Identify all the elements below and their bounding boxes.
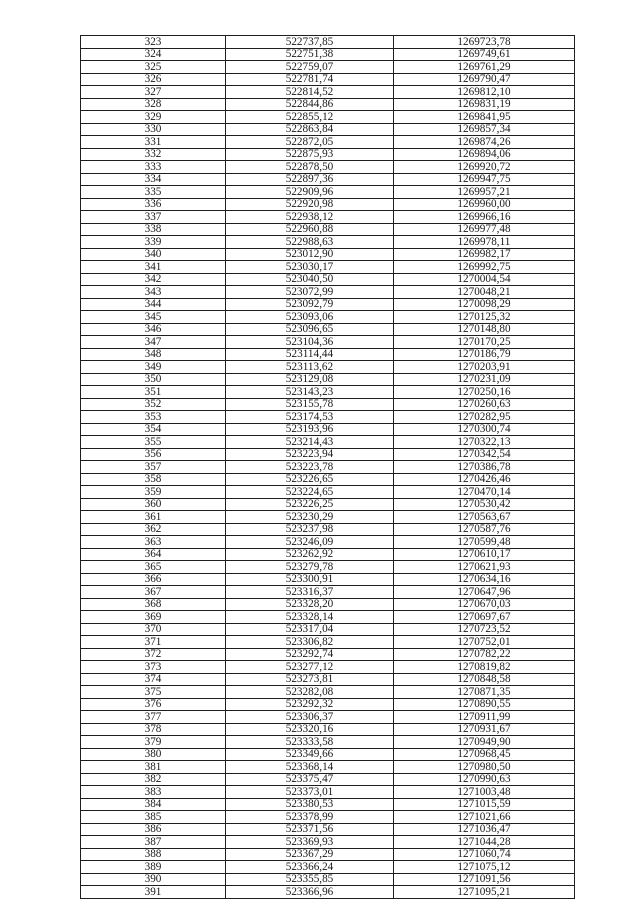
x-coordinate-cell: 523292,74 (226, 648, 394, 661)
y-coordinate-cell: 1270250,16 (394, 386, 575, 399)
y-coordinate-cell: 1269966,16 (394, 211, 575, 224)
x-coordinate-cell: 522960,88 (226, 223, 394, 236)
table-row (81, 548, 575, 561)
point-number-cell: 341 (81, 261, 226, 274)
x-coordinate-cell: 523030,17 (226, 261, 394, 274)
table-row (81, 698, 575, 711)
y-coordinate-cell: 1270871,35 (394, 686, 575, 699)
y-coordinate-cell: 1270004,54 (394, 273, 575, 286)
point-number-cell: 356 (81, 448, 226, 461)
point-number-cell: 354 (81, 423, 226, 436)
table-row (81, 636, 575, 649)
table-row (81, 73, 575, 86)
point-number-cell: 355 (81, 436, 226, 449)
point-number-cell: 358 (81, 473, 226, 486)
y-coordinate-cell: 1269957,21 (394, 186, 575, 199)
x-coordinate-cell: 523355,85 (226, 873, 394, 886)
y-coordinate-cell: 1270260,63 (394, 398, 575, 411)
table-row (81, 348, 575, 361)
x-coordinate-cell: 522863,84 (226, 123, 394, 136)
point-number-cell: 348 (81, 348, 226, 361)
y-coordinate-cell: 1269920,72 (394, 161, 575, 174)
point-number-cell: 336 (81, 198, 226, 211)
x-coordinate-cell: 523096,65 (226, 323, 394, 336)
table-row (81, 336, 575, 349)
point-number-cell: 332 (81, 148, 226, 161)
y-coordinate-cell: 1270931,67 (394, 723, 575, 736)
point-number-cell: 342 (81, 273, 226, 286)
y-coordinate-cell: 1269761,29 (394, 61, 575, 74)
y-coordinate-cell: 1269723,78 (394, 36, 575, 49)
point-number-cell: 381 (81, 761, 226, 774)
table-row (81, 123, 575, 136)
table-row (81, 748, 575, 761)
x-coordinate-cell: 523369,93 (226, 836, 394, 849)
point-number-cell: 359 (81, 486, 226, 499)
y-coordinate-cell: 1270231,09 (394, 373, 575, 386)
point-number-cell: 390 (81, 873, 226, 886)
point-number-cell: 377 (81, 711, 226, 724)
x-coordinate-cell: 523317,04 (226, 623, 394, 636)
y-coordinate-cell: 1270968,45 (394, 748, 575, 761)
x-coordinate-cell: 523040,50 (226, 273, 394, 286)
x-coordinate-cell: 522878,50 (226, 161, 394, 174)
table-row (81, 48, 575, 61)
y-coordinate-cell: 1270782,22 (394, 648, 575, 661)
x-coordinate-cell: 523371,56 (226, 823, 394, 836)
y-coordinate-cell: 1271003,48 (394, 786, 575, 799)
table-row (81, 211, 575, 224)
x-coordinate-cell: 523155,78 (226, 398, 394, 411)
table-row (81, 298, 575, 311)
x-coordinate-cell: 522897,36 (226, 173, 394, 186)
table-row (81, 173, 575, 186)
point-number-cell: 388 (81, 848, 226, 861)
table-row (81, 873, 575, 886)
y-coordinate-cell: 1271044,28 (394, 836, 575, 849)
point-number-cell: 351 (81, 386, 226, 399)
x-coordinate-cell: 523277,12 (226, 661, 394, 674)
y-coordinate-cell: 1270890,55 (394, 698, 575, 711)
coordinates-table-body (81, 36, 575, 899)
y-coordinate-cell: 1270125,32 (394, 311, 575, 324)
table-row (81, 186, 575, 199)
x-coordinate-cell: 523366,24 (226, 861, 394, 874)
table-row (81, 861, 575, 874)
y-coordinate-cell: 1271060,74 (394, 848, 575, 861)
y-coordinate-cell: 1270587,76 (394, 523, 575, 536)
y-coordinate-cell: 1270752,01 (394, 636, 575, 649)
x-coordinate-cell: 523246,09 (226, 536, 394, 549)
table-row (81, 161, 575, 174)
table-row (81, 436, 575, 449)
table-row (81, 398, 575, 411)
point-number-cell: 370 (81, 623, 226, 636)
point-number-cell: 350 (81, 373, 226, 386)
point-number-cell: 374 (81, 673, 226, 686)
x-coordinate-cell: 523366,96 (226, 886, 394, 899)
x-coordinate-cell: 523226,65 (226, 473, 394, 486)
table-row (81, 623, 575, 636)
table-row (81, 611, 575, 624)
point-number-cell: 343 (81, 286, 226, 299)
point-number-cell: 323 (81, 36, 226, 49)
y-coordinate-cell: 1270990,63 (394, 773, 575, 786)
point-number-cell: 337 (81, 211, 226, 224)
point-number-cell: 338 (81, 223, 226, 236)
x-coordinate-cell: 522855,12 (226, 111, 394, 124)
x-coordinate-cell: 523104,36 (226, 336, 394, 349)
table-row (81, 673, 575, 686)
y-coordinate-cell: 1270949,90 (394, 736, 575, 749)
point-number-cell: 345 (81, 311, 226, 324)
point-number-cell: 367 (81, 586, 226, 599)
x-coordinate-cell: 523368,14 (226, 761, 394, 774)
x-coordinate-cell: 522781,74 (226, 73, 394, 86)
y-coordinate-cell: 1271015,59 (394, 798, 575, 811)
table-row (81, 61, 575, 74)
y-coordinate-cell: 1271091,56 (394, 873, 575, 886)
x-coordinate-cell: 522938,12 (226, 211, 394, 224)
point-number-cell: 357 (81, 461, 226, 474)
y-coordinate-cell: 1270697,67 (394, 611, 575, 624)
point-number-cell: 364 (81, 548, 226, 561)
x-coordinate-cell: 522751,38 (226, 48, 394, 61)
table-row (81, 86, 575, 99)
point-number-cell: 335 (81, 186, 226, 199)
x-coordinate-cell: 523224,65 (226, 486, 394, 499)
point-number-cell: 325 (81, 61, 226, 74)
coordinates-table (80, 35, 575, 899)
point-number-cell: 327 (81, 86, 226, 99)
y-coordinate-cell: 1270386,78 (394, 461, 575, 474)
table-row (81, 198, 575, 211)
x-coordinate-cell: 523375,47 (226, 773, 394, 786)
x-coordinate-cell: 523380,53 (226, 798, 394, 811)
y-coordinate-cell: 1269812,10 (394, 86, 575, 99)
x-coordinate-cell: 523129,08 (226, 373, 394, 386)
x-coordinate-cell: 523333,58 (226, 736, 394, 749)
x-coordinate-cell: 523320,16 (226, 723, 394, 736)
point-number-cell: 344 (81, 298, 226, 311)
table-row (81, 661, 575, 674)
y-coordinate-cell: 1270599,48 (394, 536, 575, 549)
table-row (81, 761, 575, 774)
x-coordinate-cell: 523113,62 (226, 361, 394, 374)
y-coordinate-cell: 1270610,17 (394, 548, 575, 561)
y-coordinate-cell: 1270282,95 (394, 411, 575, 424)
y-coordinate-cell: 1270300,74 (394, 423, 575, 436)
table-row (81, 848, 575, 861)
point-number-cell: 379 (81, 736, 226, 749)
y-coordinate-cell: 1270911,99 (394, 711, 575, 724)
x-coordinate-cell: 523349,66 (226, 748, 394, 761)
y-coordinate-cell: 1270322,13 (394, 436, 575, 449)
point-number-cell: 330 (81, 123, 226, 136)
table-row (81, 536, 575, 549)
table-row (81, 786, 575, 799)
x-coordinate-cell: 523378,99 (226, 811, 394, 824)
x-coordinate-cell: 523226,25 (226, 498, 394, 511)
y-coordinate-cell: 1270098,29 (394, 298, 575, 311)
table-row (81, 823, 575, 836)
x-coordinate-cell: 522875,93 (226, 148, 394, 161)
point-number-cell: 369 (81, 611, 226, 624)
table-row (81, 373, 575, 386)
x-coordinate-cell: 522872,05 (226, 136, 394, 149)
table-row (81, 98, 575, 111)
x-coordinate-cell: 523237,98 (226, 523, 394, 536)
point-number-cell: 378 (81, 723, 226, 736)
point-number-cell: 333 (81, 161, 226, 174)
point-number-cell: 347 (81, 336, 226, 349)
table-row (81, 148, 575, 161)
x-coordinate-cell: 523306,82 (226, 636, 394, 649)
x-coordinate-cell: 522759,07 (226, 61, 394, 74)
point-number-cell: 385 (81, 811, 226, 824)
x-coordinate-cell: 523093,06 (226, 311, 394, 324)
table-row (81, 311, 575, 324)
y-coordinate-cell: 1271075,12 (394, 861, 575, 874)
y-coordinate-cell: 1270634,16 (394, 573, 575, 586)
x-coordinate-cell: 523072,99 (226, 286, 394, 299)
table-row (81, 461, 575, 474)
y-coordinate-cell: 1270647,96 (394, 586, 575, 599)
table-row (81, 448, 575, 461)
y-coordinate-cell: 1269790,47 (394, 73, 575, 86)
point-number-cell: 366 (81, 573, 226, 586)
table-row (81, 248, 575, 261)
x-coordinate-cell: 523282,08 (226, 686, 394, 699)
x-coordinate-cell: 523300,91 (226, 573, 394, 586)
x-coordinate-cell: 522844,86 (226, 98, 394, 111)
point-number-cell: 375 (81, 686, 226, 699)
table-row (81, 136, 575, 149)
y-coordinate-cell: 1269960,00 (394, 198, 575, 211)
x-coordinate-cell: 523012,90 (226, 248, 394, 261)
x-coordinate-cell: 523292,32 (226, 698, 394, 711)
x-coordinate-cell: 522988,63 (226, 236, 394, 249)
x-coordinate-cell: 523223,78 (226, 461, 394, 474)
table-row (81, 511, 575, 524)
point-number-cell: 362 (81, 523, 226, 536)
y-coordinate-cell: 1269749,61 (394, 48, 575, 61)
table-row (81, 586, 575, 599)
point-number-cell: 380 (81, 748, 226, 761)
table-row (81, 111, 575, 124)
x-coordinate-cell: 523306,37 (226, 711, 394, 724)
point-number-cell: 389 (81, 861, 226, 874)
y-coordinate-cell: 1270980,50 (394, 761, 575, 774)
y-coordinate-cell: 1270530,42 (394, 498, 575, 511)
x-coordinate-cell: 523373,01 (226, 786, 394, 799)
table-row (81, 411, 575, 424)
x-coordinate-cell: 523328,14 (226, 611, 394, 624)
table-row (81, 36, 575, 49)
table-row (81, 423, 575, 436)
point-number-cell: 383 (81, 786, 226, 799)
point-number-cell: 324 (81, 48, 226, 61)
table-row (81, 473, 575, 486)
y-coordinate-cell: 1270203,91 (394, 361, 575, 374)
x-coordinate-cell: 523273,81 (226, 673, 394, 686)
point-number-cell: 372 (81, 648, 226, 661)
x-coordinate-cell: 523279,78 (226, 561, 394, 574)
table-row (81, 273, 575, 286)
table-row (81, 236, 575, 249)
x-coordinate-cell: 523114,44 (226, 348, 394, 361)
y-coordinate-cell: 1270723,52 (394, 623, 575, 636)
point-number-cell: 349 (81, 361, 226, 374)
point-number-cell: 326 (81, 73, 226, 86)
table-row (81, 523, 575, 536)
y-coordinate-cell: 1270148,80 (394, 323, 575, 336)
y-coordinate-cell: 1270819,82 (394, 661, 575, 674)
table-row (81, 386, 575, 399)
x-coordinate-cell: 523230,29 (226, 511, 394, 524)
point-number-cell: 328 (81, 98, 226, 111)
table-row (81, 573, 575, 586)
table-row (81, 723, 575, 736)
y-coordinate-cell: 1270186,79 (394, 348, 575, 361)
y-coordinate-cell: 1270670,03 (394, 598, 575, 611)
point-number-cell: 387 (81, 836, 226, 849)
y-coordinate-cell: 1269857,34 (394, 123, 575, 136)
y-coordinate-cell: 1269982,17 (394, 248, 575, 261)
y-coordinate-cell: 1270342,54 (394, 448, 575, 461)
y-coordinate-cell: 1269831,19 (394, 98, 575, 111)
x-coordinate-cell: 522737,85 (226, 36, 394, 49)
x-coordinate-cell: 523328,20 (226, 598, 394, 611)
y-coordinate-cell: 1270426,46 (394, 473, 575, 486)
table-row (81, 498, 575, 511)
point-number-cell: 363 (81, 536, 226, 549)
table-row (81, 261, 575, 274)
table-row (81, 798, 575, 811)
x-coordinate-cell: 523092,79 (226, 298, 394, 311)
x-coordinate-cell: 523193,96 (226, 423, 394, 436)
x-coordinate-cell: 522909,96 (226, 186, 394, 199)
point-number-cell: 376 (81, 698, 226, 711)
y-coordinate-cell: 1270621,93 (394, 561, 575, 574)
y-coordinate-cell: 1271021,66 (394, 811, 575, 824)
table-row (81, 886, 575, 899)
table-row (81, 836, 575, 849)
y-coordinate-cell: 1269992,75 (394, 261, 575, 274)
table-row (81, 736, 575, 749)
point-number-cell: 371 (81, 636, 226, 649)
table-row (81, 648, 575, 661)
point-number-cell: 382 (81, 773, 226, 786)
point-number-cell: 334 (81, 173, 226, 186)
y-coordinate-cell: 1269894,06 (394, 148, 575, 161)
y-coordinate-cell: 1269841,95 (394, 111, 575, 124)
x-coordinate-cell: 523223,94 (226, 448, 394, 461)
x-coordinate-cell: 523316,37 (226, 586, 394, 599)
table-row (81, 773, 575, 786)
point-number-cell: 365 (81, 561, 226, 574)
point-number-cell: 360 (81, 498, 226, 511)
x-coordinate-cell: 522814,52 (226, 86, 394, 99)
y-coordinate-cell: 1269978,11 (394, 236, 575, 249)
y-coordinate-cell: 1270470,14 (394, 486, 575, 499)
point-number-cell: 329 (81, 111, 226, 124)
point-number-cell: 373 (81, 661, 226, 674)
x-coordinate-cell: 522920,98 (226, 198, 394, 211)
x-coordinate-cell: 523214,43 (226, 436, 394, 449)
y-coordinate-cell: 1271036,47 (394, 823, 575, 836)
table-row (81, 561, 575, 574)
point-number-cell: 346 (81, 323, 226, 336)
y-coordinate-cell: 1270848,58 (394, 673, 575, 686)
table-row (81, 711, 575, 724)
table-row (81, 361, 575, 374)
point-number-cell: 384 (81, 798, 226, 811)
y-coordinate-cell: 1269977,48 (394, 223, 575, 236)
point-number-cell: 331 (81, 136, 226, 149)
y-coordinate-cell: 1269947,75 (394, 173, 575, 186)
x-coordinate-cell: 523174,53 (226, 411, 394, 424)
y-coordinate-cell: 1269874,26 (394, 136, 575, 149)
point-number-cell: 352 (81, 398, 226, 411)
y-coordinate-cell: 1270048,21 (394, 286, 575, 299)
table-row (81, 486, 575, 499)
point-number-cell: 340 (81, 248, 226, 261)
table-row (81, 598, 575, 611)
table-row (81, 811, 575, 824)
table-row (81, 323, 575, 336)
x-coordinate-cell: 523367,29 (226, 848, 394, 861)
x-coordinate-cell: 523262,92 (226, 548, 394, 561)
point-number-cell: 386 (81, 823, 226, 836)
y-coordinate-cell: 1271095,21 (394, 886, 575, 899)
y-coordinate-cell: 1270170,25 (394, 336, 575, 349)
x-coordinate-cell: 523143,23 (226, 386, 394, 399)
point-number-cell: 339 (81, 236, 226, 249)
table-row (81, 223, 575, 236)
table-row (81, 286, 575, 299)
table-row (81, 686, 575, 699)
point-number-cell: 368 (81, 598, 226, 611)
point-number-cell: 361 (81, 511, 226, 524)
point-number-cell: 353 (81, 411, 226, 424)
point-number-cell: 391 (81, 886, 226, 899)
y-coordinate-cell: 1270563,67 (394, 511, 575, 524)
